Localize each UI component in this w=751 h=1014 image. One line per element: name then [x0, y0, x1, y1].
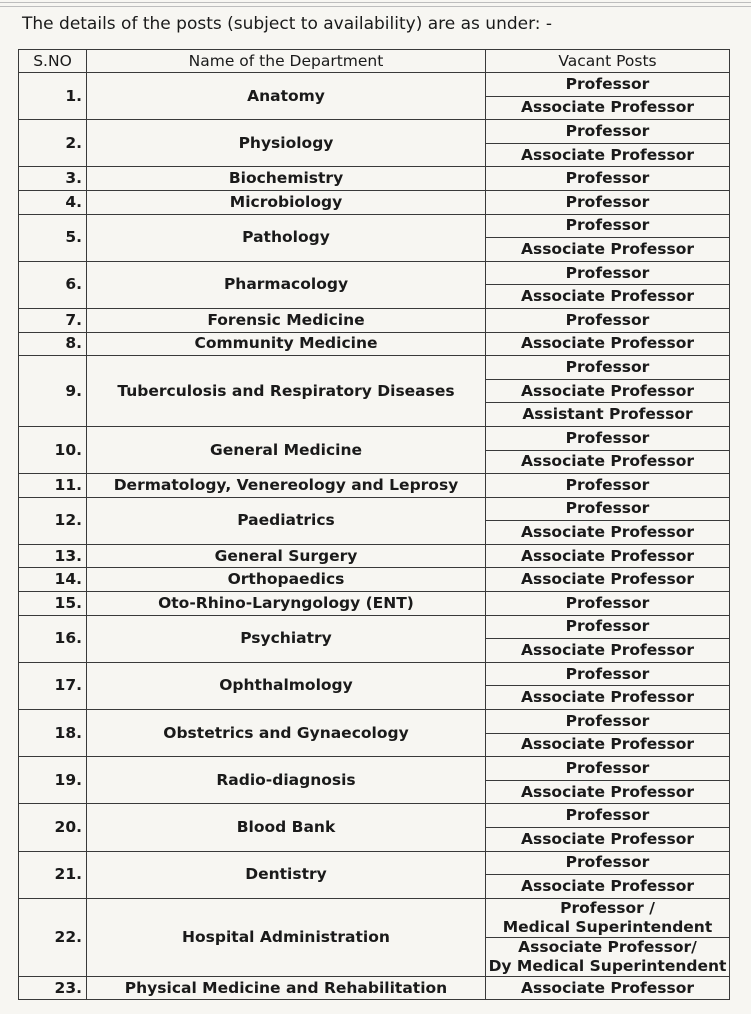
table-row [19, 544, 730, 568]
vacant-post: Professor [486, 426, 730, 450]
department-name: Pharmacology [87, 261, 486, 308]
vacant-post [486, 937, 730, 976]
department-name: Tuberculosis and Respiratory Diseases [87, 356, 486, 427]
vacant-post: Associate Professor [486, 379, 730, 403]
vacant-post: Associate Professor [486, 780, 730, 804]
vacant-post: Professor [486, 73, 730, 97]
department-name: Hospital Administration [87, 898, 486, 976]
vacant-post: Professor [486, 120, 730, 144]
table-row [19, 426, 730, 450]
department-name: Radio-diagnosis [87, 757, 486, 804]
department-name: General Medicine [87, 426, 486, 473]
table-row [19, 615, 730, 639]
serial-number: 4. [19, 190, 87, 214]
vacant-post: Professor [486, 615, 730, 639]
vacant-post: Associate Professor [486, 96, 730, 120]
vacant-post: Associate Professor [486, 285, 730, 309]
vacant-post-line: Medical Superintendent [502, 917, 713, 936]
serial-number: 20. [19, 804, 87, 851]
serial-number: 18. [19, 710, 87, 757]
table-row [19, 710, 730, 734]
serial-number: 6. [19, 261, 87, 308]
vacant-post: Professor [486, 497, 730, 521]
department-name: Dermatology, Venereology and Leprosy [87, 474, 486, 498]
serial-number: 3. [19, 167, 87, 191]
department-name: Ophthalmology [87, 662, 486, 709]
serial-number: 10. [19, 426, 87, 473]
table-row [19, 976, 730, 1000]
department-name: Anatomy [87, 73, 486, 120]
vacant-post: Associate Professor [486, 143, 730, 167]
vacant-post-line: Dy Medical Superintendent [488, 956, 727, 975]
vacant-post: Professor [486, 592, 730, 616]
vacant-post: Professor [486, 190, 730, 214]
serial-number: 2. [19, 120, 87, 167]
vacant-post: Associate Professor [486, 875, 730, 899]
department-name: Microbiology [87, 190, 486, 214]
serial-number: 11. [19, 474, 87, 498]
table-row [19, 167, 730, 191]
table-header-row [19, 50, 730, 73]
table-row [19, 474, 730, 498]
serial-number: 22. [19, 898, 87, 976]
vacant-post: Professor [486, 851, 730, 875]
vacant-post [486, 898, 730, 937]
serial-number: 5. [19, 214, 87, 261]
vacant-post: Professor [486, 214, 730, 238]
vacant-post: Professor [486, 474, 730, 498]
vacant-post: Professor [486, 261, 730, 285]
vacant-post: Associate Professor [486, 544, 730, 568]
serial-number: 8. [19, 332, 87, 356]
department-name: Community Medicine [87, 332, 486, 356]
vacant-post: Associate Professor [486, 521, 730, 545]
department-name: Physical Medicine and Rehabilitation [87, 976, 486, 1000]
department-name: Psychiatry [87, 615, 486, 662]
vacant-post: Professor [486, 662, 730, 686]
vacant-post: Professor [486, 710, 730, 734]
vacant-post: Assistant Professor [486, 403, 730, 427]
table-body [19, 73, 730, 1000]
table-row [19, 757, 730, 781]
table-row [19, 73, 730, 97]
vacant-post-line: Associate Professor/ [518, 937, 697, 956]
vacant-post: Associate Professor [486, 828, 730, 852]
table-row [19, 662, 730, 686]
table-row [19, 308, 730, 332]
serial-number: 1. [19, 73, 87, 120]
table-row [19, 120, 730, 144]
table-row [19, 804, 730, 828]
serial-number: 14. [19, 568, 87, 592]
serial-number: 17. [19, 662, 87, 709]
department-name: Orthopaedics [87, 568, 486, 592]
serial-number: 15. [19, 592, 87, 616]
department-name: Pathology [87, 214, 486, 261]
vacant-post: Associate Professor [486, 450, 730, 474]
table-row [19, 190, 730, 214]
table-row [19, 261, 730, 285]
department-name: Blood Bank [87, 804, 486, 851]
department-name: Biochemistry [87, 167, 486, 191]
serial-number: 12. [19, 497, 87, 544]
serial-number: 19. [19, 757, 87, 804]
vacant-post: Professor [486, 757, 730, 781]
vacant-post: Professor [486, 308, 730, 332]
department-name: Physiology [87, 120, 486, 167]
vacant-post: Associate Professor [486, 238, 730, 262]
vacant-post: Professor [486, 167, 730, 191]
table-row [19, 898, 730, 937]
vacant-post: Associate Professor [486, 976, 730, 1000]
serial-number: 9. [19, 356, 87, 427]
vacant-post: Associate Professor [486, 686, 730, 710]
serial-number: 7. [19, 308, 87, 332]
vacant-post: Associate Professor [486, 733, 730, 757]
table-row [19, 497, 730, 521]
vacant-post: Associate Professor [486, 568, 730, 592]
top-rule [0, 2, 751, 7]
department-name: Obstetrics and Gynaecology [87, 710, 486, 757]
vacant-post: Associate Professor [486, 332, 730, 356]
table-row [19, 592, 730, 616]
vacant-post-line: Professor / [560, 898, 655, 917]
department-name: General Surgery [87, 544, 486, 568]
header-sno: S.NO [19, 50, 87, 73]
serial-number: 13. [19, 544, 87, 568]
department-name: Paediatrics [87, 497, 486, 544]
department-name: Dentistry [87, 851, 486, 898]
header-vacant-posts: Vacant Posts [486, 50, 730, 73]
table-row [19, 214, 730, 238]
table-row [19, 851, 730, 875]
serial-number: 23. [19, 976, 87, 1000]
vacant-posts-table [18, 49, 730, 1000]
table-row [19, 568, 730, 592]
vacant-post: Associate Professor [486, 639, 730, 663]
vacant-post: Professor [486, 804, 730, 828]
serial-number: 21. [19, 851, 87, 898]
vacant-post: Professor [486, 356, 730, 380]
serial-number: 16. [19, 615, 87, 662]
intro-text: The details of the posts (subject to availability) are as under: - [22, 14, 553, 34]
header-department: Name of the Department [87, 50, 486, 73]
department-name: Forensic Medicine [87, 308, 486, 332]
department-name: Oto-Rhino-Laryngology (ENT) [87, 592, 486, 616]
table-row [19, 332, 730, 356]
table-row [19, 356, 730, 380]
